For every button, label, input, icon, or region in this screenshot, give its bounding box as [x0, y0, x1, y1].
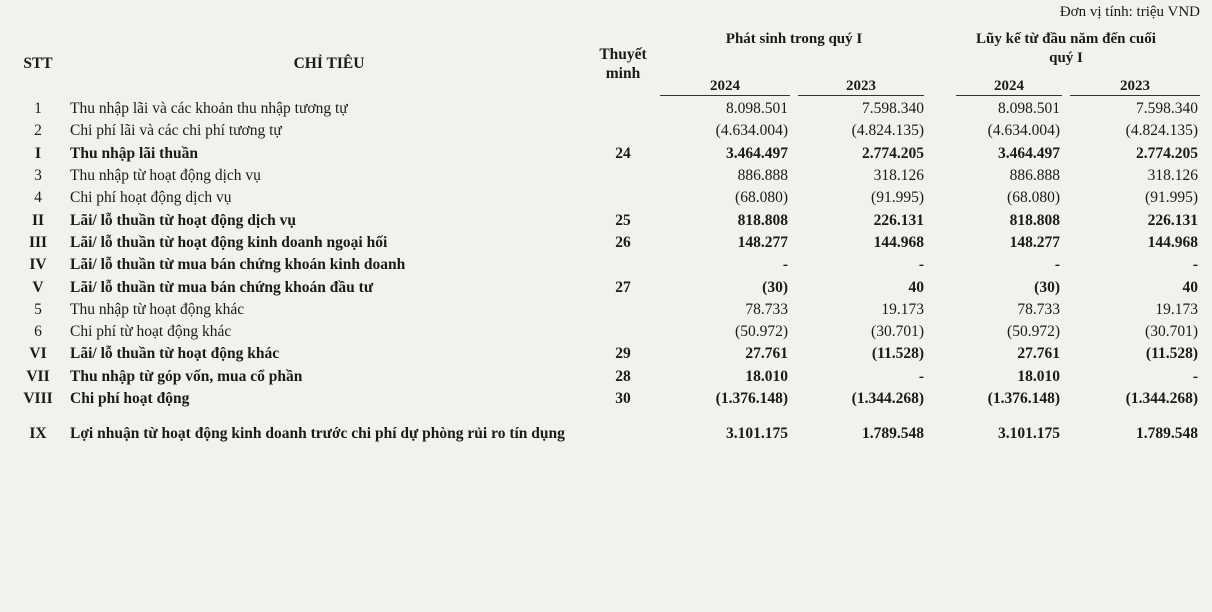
table-row: [12, 388, 1202, 410]
table-row: [12, 209, 1202, 231]
row-stt: 1: [34, 100, 42, 118]
row-note: 24: [615, 144, 631, 162]
row-value-quarter-2024: (50.972): [735, 323, 788, 341]
table-row: [12, 143, 1202, 165]
header-year-cell: [794, 76, 930, 98]
row-value-cumulative-2023: (91.995): [1145, 189, 1198, 207]
table-row: [12, 98, 1202, 120]
row-value-quarter-2023: (91.995): [871, 189, 924, 207]
row-value-cumulative-2024: (30): [1034, 278, 1060, 296]
row-value-quarter-2024: 27.761: [745, 345, 788, 363]
row-value-quarter-2024: 148.277: [737, 233, 788, 251]
row-label: Chi phí lãi và các chi phí tương tự: [70, 122, 282, 140]
row-value-cumulative-2023: (30.701): [1145, 323, 1198, 341]
table-row: [12, 254, 1202, 276]
row-value-cumulative-2024: 27.761: [1017, 345, 1060, 363]
row-value-quarter-2024: 886.888: [737, 167, 788, 185]
table-row: [12, 187, 1202, 209]
row-stt: VII: [26, 367, 50, 385]
row-value-quarter-2023: (4.824.135): [851, 122, 924, 140]
header-thuyet-minh-line2: minh: [605, 65, 641, 82]
row-label: Chi phí từ hoạt động khác: [70, 323, 232, 341]
row-value-cumulative-2024: (68.080): [1007, 189, 1060, 207]
header-year-2023-q: 2023: [798, 78, 924, 96]
row-value-quarter-2023: 1.789.548: [862, 424, 924, 442]
row-label: Thu nhập từ hoạt động dịch vụ: [70, 167, 261, 185]
row-value-quarter-2023: (11.528): [871, 345, 924, 363]
header-year-cell: [1066, 76, 1202, 98]
row-value-quarter-2024: (1.376.148): [715, 390, 788, 407]
row-value-quarter-2023: 19.173: [881, 300, 924, 318]
row-note: 27: [615, 278, 631, 296]
row-value-cumulative-2023: 2.774.205: [1136, 144, 1198, 162]
row-value-cumulative-2023: 1.789.548: [1136, 424, 1198, 442]
row-stt: 6: [34, 323, 42, 341]
row-label: Lợi nhuận từ hoạt động kinh doanh trước chi phí dự phòng rủi ro tín dụng: [70, 424, 565, 442]
table-row: [12, 276, 1202, 298]
row-stt: VI: [29, 345, 47, 363]
row-value-quarter-2023: 7.598.340: [862, 100, 924, 118]
row-value-quarter-2024: -: [782, 256, 788, 274]
table-row: [12, 366, 1202, 388]
row-value-quarter-2023: (30.701): [871, 323, 924, 341]
row-stt: 2: [34, 122, 42, 140]
row-value-quarter-2024: 818.808: [737, 211, 788, 229]
row-stt: I: [34, 144, 42, 162]
header-group-cumulative: [930, 30, 1202, 76]
table-row: [12, 321, 1202, 343]
row-stt: V: [32, 278, 44, 296]
row-note: [588, 321, 658, 343]
row-stt: 5: [34, 300, 42, 318]
row-value-quarter-2023: 144.968: [873, 233, 924, 251]
row-label: Thu nhập từ hoạt động khác: [70, 300, 245, 318]
row-value-cumulative-2024: (4.634.004): [987, 122, 1060, 140]
row-value-quarter-2024: 3.101.175: [726, 424, 788, 442]
row-value-quarter-2024: 78.733: [745, 300, 788, 318]
row-label: Lãi/ lỗ thuần từ mua bán chứng khoán đầu tư: [70, 278, 374, 296]
row-note: 30: [615, 390, 631, 407]
row-value-quarter-2024: 18.010: [745, 367, 788, 385]
row-label: Lãi/ lỗ thuần từ hoạt động kinh doanh ngoại hối: [70, 233, 388, 251]
row-note: 26: [615, 233, 631, 251]
row-value-cumulative-2023: -: [1192, 256, 1198, 274]
header-thuyet-minh: [588, 30, 658, 98]
row-value-cumulative-2023: 226.131: [1147, 211, 1198, 229]
row-value-cumulative-2023: (11.528): [1145, 345, 1198, 363]
row-note: [588, 410, 658, 456]
row-value-cumulative-2024: 3.464.497: [998, 144, 1060, 162]
row-stt: 4: [34, 189, 42, 207]
row-value-cumulative-2023: 144.968: [1147, 233, 1198, 251]
table-body: [12, 98, 1202, 456]
header-group-quarter: [658, 30, 930, 76]
unit-note: Đơn vị tính: triệu VND: [1059, 4, 1200, 20]
row-value-quarter-2024: (68.080): [735, 189, 788, 207]
row-value-quarter-2023: (1.344.268): [851, 390, 924, 407]
header-year-cell: [658, 76, 794, 98]
header-year-2024-c: 2024: [956, 78, 1062, 96]
header-chi-tieu: CHỈ TIÊU: [293, 55, 365, 72]
header-year-cell: [930, 76, 1066, 98]
header-year-2024-q: 2024: [660, 78, 790, 96]
row-value-quarter-2023: -: [918, 256, 924, 274]
row-stt: IV: [29, 256, 47, 274]
row-value-cumulative-2023: 318.126: [1147, 167, 1198, 185]
row-label: Lãi/ lỗ thuần từ hoạt động khác: [70, 345, 280, 363]
row-note: 28: [615, 367, 631, 385]
table-row: [12, 410, 1202, 456]
row-value-quarter-2023: -: [918, 367, 924, 385]
row-value-quarter-2023: 226.131: [873, 211, 924, 229]
row-note: [588, 98, 658, 120]
header-group-cumulative-line1: Lũy kế từ đầu năm đến cuối: [976, 31, 1156, 47]
row-value-cumulative-2023: 19.173: [1155, 300, 1198, 318]
row-value-cumulative-2024: (1.376.148): [987, 390, 1060, 407]
row-label: Chi phí hoạt động dịch vụ: [70, 189, 232, 207]
row-value-cumulative-2024: (50.972): [1007, 323, 1060, 341]
row-note: [588, 187, 658, 209]
row-value-quarter-2024: 3.464.497: [726, 144, 788, 162]
row-value-cumulative-2024: 886.888: [1009, 167, 1060, 185]
row-value-cumulative-2023: (1.344.268): [1125, 390, 1198, 407]
row-value-cumulative-2023: (4.824.135): [1125, 122, 1198, 140]
row-label: Lãi/ lỗ thuần từ mua bán chứng khoán kinh doanh: [70, 256, 406, 274]
row-value-quarter-2024: 8.098.501: [726, 100, 788, 118]
row-label: Thu nhập lãi thuần: [70, 144, 198, 162]
table-row: [12, 232, 1202, 254]
row-value-quarter-2024: (4.634.004): [715, 122, 788, 140]
row-stt: 3: [34, 167, 42, 185]
row-stt: III: [28, 233, 48, 251]
row-value-cumulative-2023: 7.598.340: [1136, 100, 1198, 118]
row-note: [588, 299, 658, 321]
row-value-cumulative-2023: -: [1192, 367, 1198, 385]
row-value-cumulative-2024: -: [1054, 256, 1060, 274]
row-value-cumulative-2024: 18.010: [1017, 367, 1060, 385]
row-value-quarter-2023: 318.126: [873, 167, 924, 185]
header-group-quarter-label: Phát sinh trong quý I: [725, 31, 863, 47]
row-value-cumulative-2024: 78.733: [1017, 300, 1060, 318]
row-value-cumulative-2024: 8.098.501: [998, 100, 1060, 118]
table-row: [12, 165, 1202, 187]
row-label: Thu nhập lãi và các khoản thu nhập tương tự: [70, 100, 348, 118]
row-label: Lãi/ lỗ thuần từ hoạt động dịch vụ: [70, 211, 296, 229]
table-row: [12, 299, 1202, 321]
row-note: [588, 254, 658, 276]
header-group-cumulative-line2: quý I: [1049, 50, 1083, 66]
row-note: [588, 120, 658, 142]
row-label: Thu nhập từ góp vốn, mua cổ phần: [70, 367, 303, 385]
row-value-cumulative-2023: 40: [1182, 278, 1198, 296]
row-label: Chi phí hoạt động: [70, 390, 190, 407]
table-row: [12, 120, 1202, 142]
table-row: [12, 343, 1202, 365]
row-value-cumulative-2024: 3.101.175: [998, 424, 1060, 442]
row-note: 25: [615, 211, 631, 229]
row-value-quarter-2023: 40: [908, 278, 924, 296]
header-thuyet-minh-line1: Thuyết: [599, 46, 647, 63]
header-stt: STT: [23, 55, 53, 72]
row-value-quarter-2024: (30): [762, 278, 788, 296]
row-note: 29: [615, 345, 631, 363]
row-note: [588, 165, 658, 187]
row-stt: IX: [29, 424, 47, 442]
row-value-quarter-2023: 2.774.205: [862, 144, 924, 162]
header-year-2023-c: 2023: [1070, 78, 1200, 96]
row-stt: VIII: [23, 390, 53, 407]
income-statement-table: [12, 30, 1202, 456]
row-value-cumulative-2024: 818.808: [1009, 211, 1060, 229]
row-value-cumulative-2024: 148.277: [1009, 233, 1060, 251]
row-stt: II: [31, 211, 45, 229]
